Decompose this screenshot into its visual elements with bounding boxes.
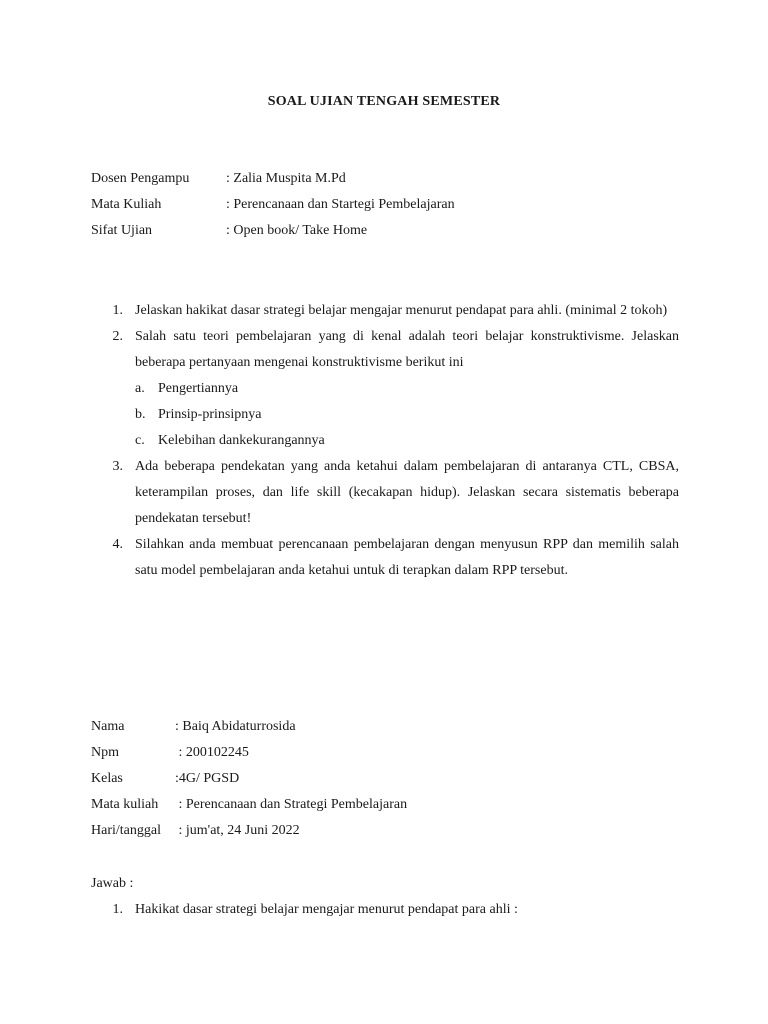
question-item [91, 324, 679, 376]
question-number: 1. [112, 303, 123, 318]
sub-question-item [135, 402, 679, 428]
sub-question-letter: c. [135, 433, 145, 448]
sub-question-text: Prinsip-prinsipnya [158, 407, 262, 422]
question-item [91, 454, 679, 532]
student-row-course [91, 792, 691, 818]
sub-question-text: Pengertiannya [158, 381, 239, 396]
sub-question-letter: a. [135, 381, 145, 396]
sub-question-item [135, 428, 679, 454]
sub-question-item [135, 376, 679, 402]
student-key: Mata kuliah [91, 797, 159, 812]
header-key: Dosen Pengampu [91, 171, 190, 186]
document-title: SOAL UJIAN TENGAH SEMESTER [267, 94, 501, 109]
question-text: Salah satu teori pembelajaran yang di kenal adalah teori belajar konstruktivisme. Jelaskan beberapa pertanyaan mengenai konstruktivisme berikut ini [135, 329, 679, 370]
student-value: : jum'at, 24 Juni 2022 [175, 823, 300, 838]
student-value: :4G/ PGSD [175, 771, 240, 786]
exam-header-info [91, 166, 691, 244]
header-key: Sifat Ujian [91, 223, 153, 238]
answer-number: 1. [112, 902, 123, 917]
header-row-exam-type [91, 218, 691, 244]
student-value: : 200102245 [175, 745, 249, 760]
student-info [91, 714, 691, 844]
header-row-course [91, 192, 691, 218]
question-number: 2. [112, 329, 123, 344]
student-row-class [91, 766, 691, 792]
header-value: : Open book/ Take Home [226, 223, 368, 238]
question-text: Silahkan anda membuat perencanaan pembelajaran dengan menyusun RPP dan memilih salah satu model pembelajaran anda ketahui untuk di terapkan dalam RPP tersebut. [135, 537, 679, 578]
question-text: Ada beberapa pendekatan yang anda ketahui dalam pembelajaran di antaranya CTL, CBSA, keterampilan proses, dan life skill (kecakapan hidup). Jelaskan secara sistematis beberapa pendekatan tersebut! [135, 459, 679, 526]
header-key: Mata Kuliah [91, 197, 162, 212]
question-number: 3. [112, 459, 123, 474]
answer-item [91, 897, 691, 923]
student-row-npm [91, 740, 691, 766]
student-row-date [91, 818, 691, 844]
answer-text: Hakikat dasar strategi belajar mengajar menurut pendapat para ahli : [135, 902, 518, 917]
question-item [91, 298, 679, 324]
question-text: Jelaskan hakikat dasar strategi belajar mengajar menurut pendapat para ahli. (minimal 2 tokoh) [135, 303, 668, 318]
answer-section [91, 871, 691, 923]
question-item [91, 532, 679, 584]
student-key: Kelas [91, 771, 123, 786]
header-row-lecturer [91, 166, 691, 192]
student-key: Hari/tanggal [91, 823, 161, 838]
sub-question-letter: b. [135, 407, 146, 422]
student-value: : Perencanaan dan Strategi Pembelajaran [175, 797, 408, 812]
student-row-name [91, 714, 691, 740]
student-key: Npm [91, 745, 119, 760]
sub-question-text: Kelebihan dankekurangannya [158, 433, 325, 448]
answer-label: Jawab : [91, 876, 134, 891]
student-value: : Baiq Abidaturrosida [175, 719, 296, 734]
question-list [91, 298, 679, 584]
question-number: 4. [112, 537, 123, 552]
header-value: : Perencanaan dan Startegi Pembelajaran [226, 197, 455, 212]
student-key: Nama [91, 719, 125, 734]
header-value: : Zalia Muspita M.Pd [226, 171, 346, 186]
